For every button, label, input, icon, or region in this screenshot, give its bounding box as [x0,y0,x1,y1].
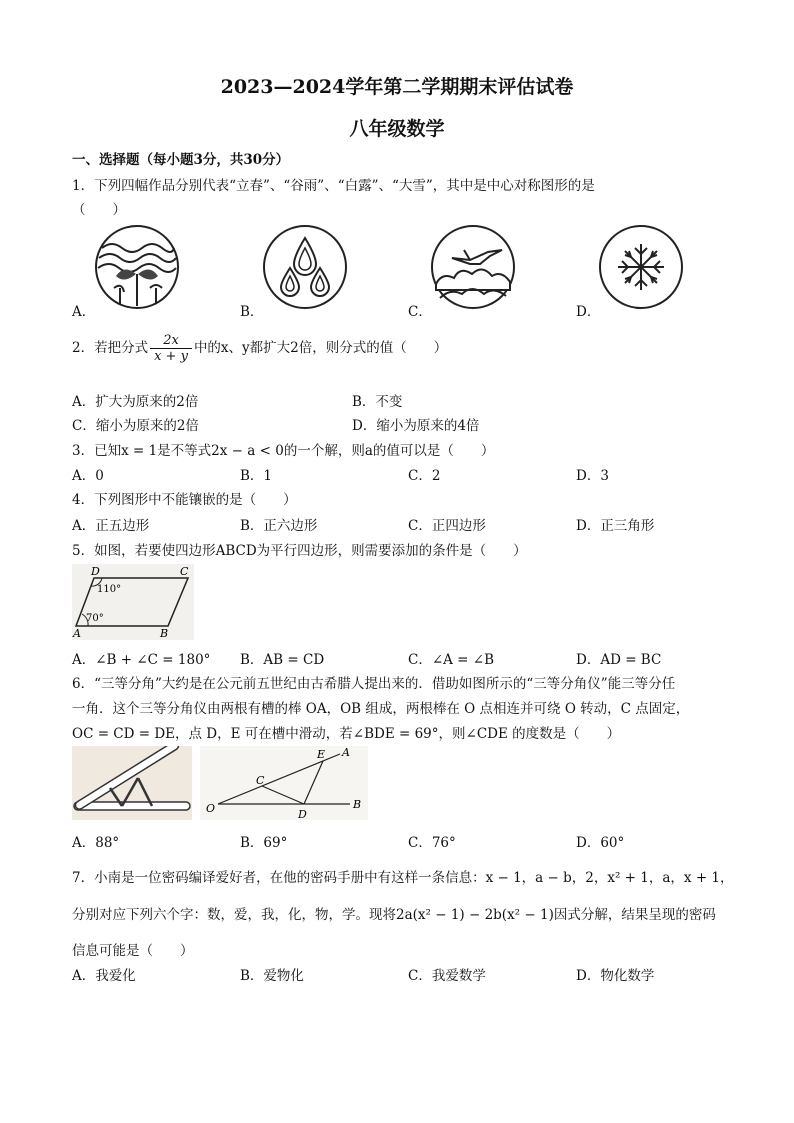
q1-option-c: C． [408,304,432,320]
q1-option-b: B． [240,304,264,320]
fig6-label-a: A [342,746,350,759]
question-6-line-3: OC = CD = DE，点 D，E 可在槽中滑动，若∠BDE = 69°，则∠CDE 的度数是（ ） [72,726,621,742]
q7-option-b: B．爱物化 [240,968,304,984]
q2-fraction [150,333,192,364]
question-7-line-2: 分别对应下列六个字：数，爱，我，化，物，学。现将2a(x² − 1) − 2b(x² − 1)因式分解，结果呈现的密码 [72,907,716,923]
q6-option-b: B．69° [240,835,288,851]
fig5-angle-70: 70° [86,613,104,624]
q4-option-a: A．正五边形 [72,518,150,534]
fig5-label-d: D [91,565,100,578]
q2-suffix: 中的x、y都扩大2倍，则分式的值（ ） [193,340,448,356]
q5-option-a: A．∠B + ∠C = 180° [72,652,211,668]
q3-option-d: D．3 [576,468,609,484]
q3-option-b: B．1 [240,468,273,484]
q5-option-b: B．AB = CD [240,652,325,668]
q6-option-c: C．76° [408,835,456,851]
q1-option-a: A． [72,304,96,320]
q5-option-c: C．∠A = ∠B [408,652,495,668]
q7-option-a: A．我爱化 [72,968,136,984]
bailu-emblem-image [430,224,516,310]
fig6-label-e: E [317,748,326,761]
q4-option-c: C．正四边形 [408,518,486,534]
fig6-label-c: C [256,774,265,787]
question-7-line-1: 7．小南是一位密码编译爱好者，在他的密码手册中有这样一条信息：x − 1，a − b，2，x² + 1，a，x + 1， [72,870,734,886]
q2-numerator: 2x [150,333,192,349]
exam-subtitle: 八年级数学 [349,118,445,140]
q4-option-b: B．正六边形 [240,518,318,534]
parallelogram-figure [72,564,194,640]
exam-title: 2023—2024学年第二学期期末评估试卷 [220,76,574,98]
q7-option-d: D．物化数学 [576,968,655,984]
question-1-paren: （ ） [72,202,126,218]
q2-option-c: C．缩小为原来的2倍 [72,418,199,434]
q2-prefix: 2．若把分式 [72,340,149,356]
fig5-label-a: A [73,627,81,640]
daxue-emblem-image [598,224,684,310]
trisector-diagram [200,746,368,820]
q2-option-b: B．不变 [352,394,403,410]
question-5-text: 5．如图，若要使四边形ABCD为平行四边形，则需要添加的条件是（ ） [72,543,527,559]
question-3-text: 3．已知x = 1是不等式2x − a < 0的一个解，则a的值可以是（ ） [72,443,495,459]
q6-option-a: A．88° [72,835,120,851]
q5-option-d: D．AD = BC [576,652,662,668]
question-6-line-2: 一角．这个三等分角仪由两根有槽的棒 OA，OB 组成，两根棒在 O 点相连并可绕 O 转动，C 点固定， [72,701,690,717]
fig6-label-o: O [206,802,216,815]
q2-option-a: A．扩大为原来的2倍 [72,394,199,410]
question-6-line-1: 6．“三等分角”大约是在公元前五世纪由古希腊人提出来的．借助如图所示的“三等分角仪”能三等分任 [72,676,676,692]
q3-option-a: A．0 [72,468,104,484]
q6-option-d: D．60° [576,835,625,851]
lichun-emblem-image [94,224,180,310]
q2-option-d: D．缩小为原来的4倍 [352,418,480,434]
question-4-text: 4．下列图形中不能镶嵌的是（ ） [72,492,297,508]
fig5-label-b: B [160,627,169,640]
q7-option-c: C．我爱数学 [408,968,486,984]
q2-denominator: x + y [154,349,188,364]
fig6-label-d: D [298,808,307,820]
question-7-line-3: 信息可能是（ ） [72,943,194,959]
section-heading: 一、选择题（每小题3分，共30分） [72,152,290,168]
question-2-text [72,333,447,364]
fig5-label-c: C [180,565,189,578]
guyu-emblem-image [262,224,348,310]
q4-option-d: D．正三角形 [576,518,655,534]
fig6-label-b: B [353,798,362,811]
q3-option-c: C．2 [408,468,441,484]
question-1-text: 1．下列四幅作品分别代表“立春”、“谷雨”、“白露”、“大雪”，其中是中心对称图形的是 [72,178,595,194]
fig5-angle-110: 110° [97,584,122,595]
q1-option-d: D． [576,304,601,320]
trisector-photo [72,746,192,820]
